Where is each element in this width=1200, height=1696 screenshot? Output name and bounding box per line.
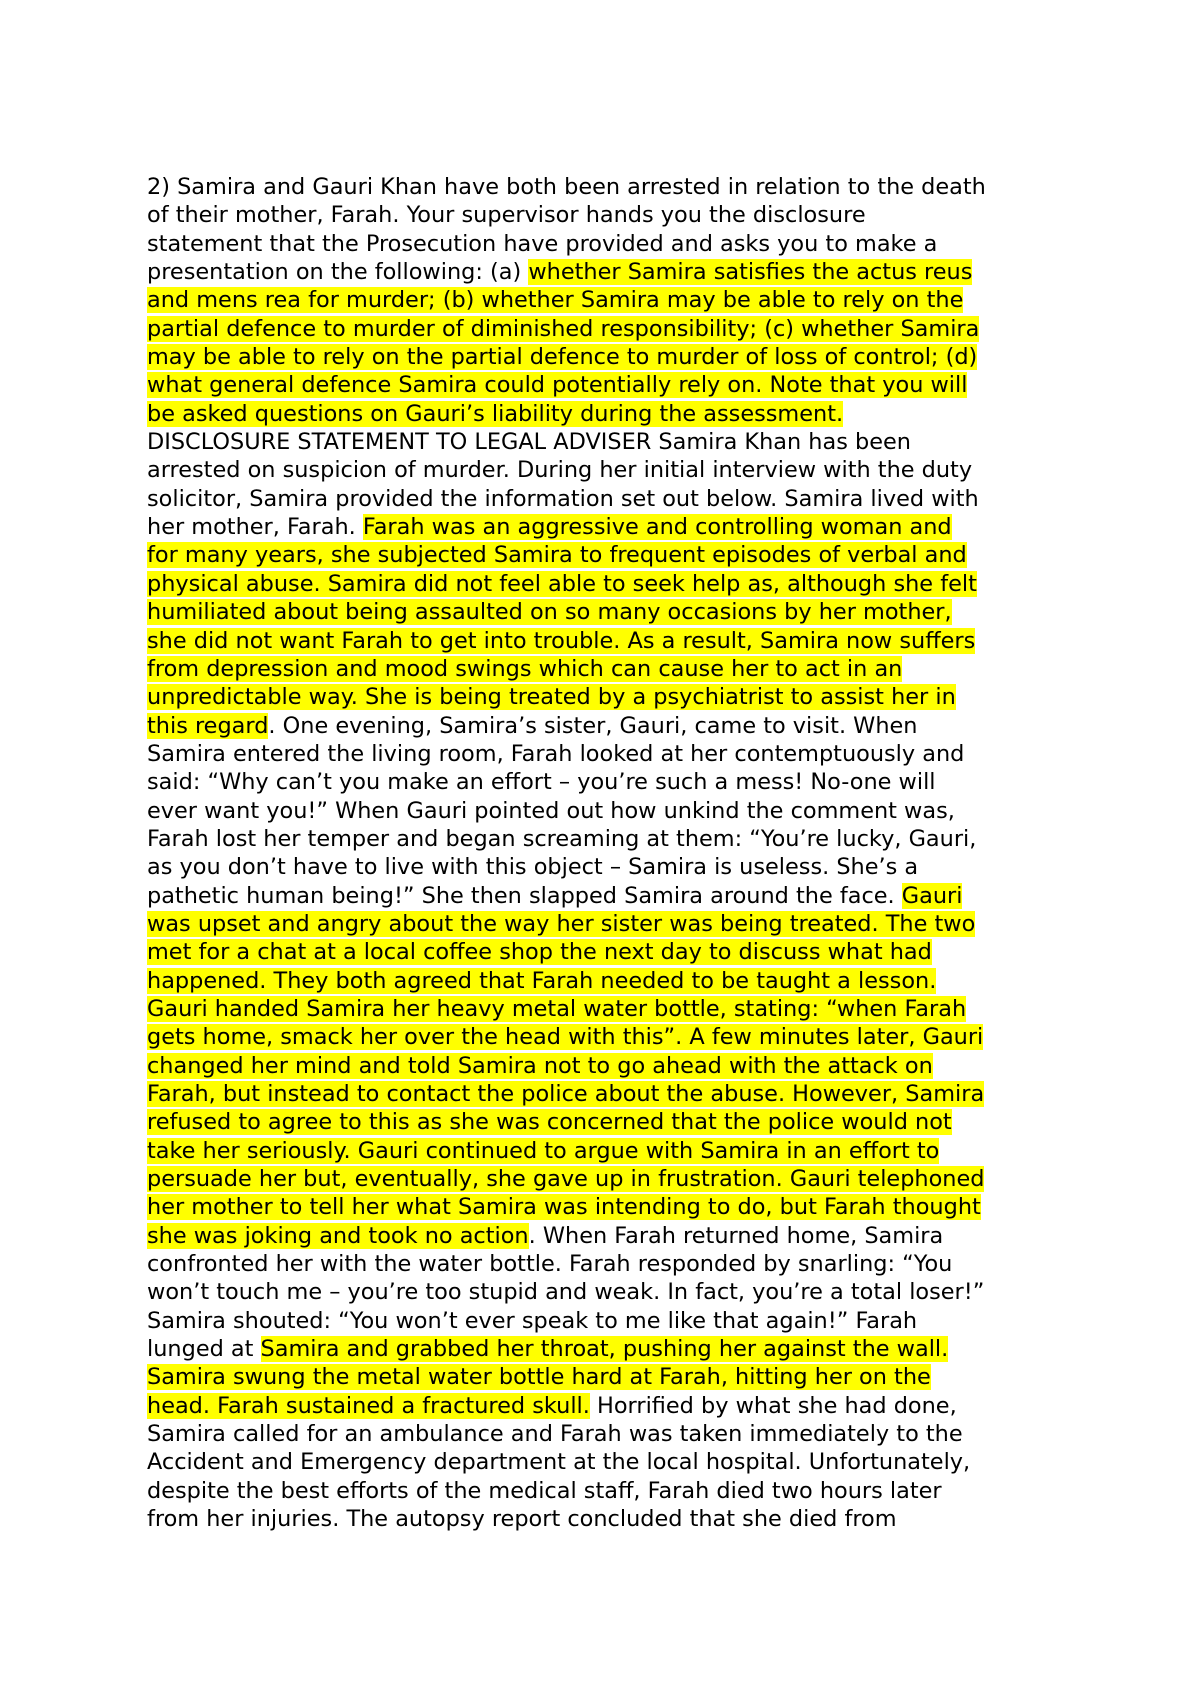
highlighted-text: may be able to rely on the partial defence to murder of loss of control; (d) (147, 344, 978, 371)
highlighted-text: for many years, she subjected Samira to frequent episodes of verbal and (147, 542, 967, 569)
plain-text: said: “Why can’t you make an effort – you’re such a mess! No-one will (147, 769, 936, 796)
highlighted-text: be asked questions on Gauri’s liability during the assessment. (147, 400, 844, 427)
text-line (147, 371, 1069, 399)
document-body-text (147, 173, 1069, 1534)
text-line (147, 428, 1069, 456)
text-line (147, 882, 1069, 910)
text-line (147, 995, 1069, 1023)
highlighted-text: she was joking and took no action (147, 1222, 529, 1249)
plain-text: her mother, Farah. (147, 514, 363, 541)
highlighted-text: Samira swung the metal water bottle hard at Farah, hitting her on the (147, 1364, 931, 1391)
plain-text: pathetic human being!” She then slapped Samira around the face. (147, 882, 902, 909)
plain-text: 2) Samira and Gauri Khan have both been arrested in relation to the death (147, 174, 986, 200)
highlighted-text: unpredictable way. She is being treated by a psychiatrist to assist her in (147, 684, 956, 711)
plain-text: won’t touch me – you’re too stupid and weak. In fact, you’re a total loser!” (147, 1279, 985, 1306)
highlighted-text: from depression and mood swings which can cause her to act in an (147, 655, 903, 682)
text-line (147, 343, 1069, 371)
plain-text: DISCLOSURE STATEMENT TO LEGAL ADVISER Samira Khan has been (147, 429, 911, 456)
plain-text: confronted her with the water bottle. Farah responded by snarling: “You (147, 1251, 953, 1278)
text-line (147, 712, 1069, 740)
text-line (147, 967, 1069, 995)
highlighted-text: persuade her but, eventually, she gave up in frustration. Gauri telephoned (147, 1166, 985, 1193)
highlighted-text: happened. They both agreed that Farah needed to be taught a lesson. (147, 967, 937, 994)
text-line (147, 1108, 1069, 1136)
text-line (147, 513, 1069, 541)
plain-text: Samira shouted: “You won’t ever speak to me like that again!” Farah (147, 1307, 918, 1334)
plain-text: Accident and Emergency department at the local hospital. Unfortunately, (147, 1449, 971, 1476)
highlighted-text: physical abuse. Samira did not feel able to seek help as, although she felt (147, 570, 977, 597)
text-line (147, 1505, 1069, 1533)
text-line (147, 1052, 1069, 1080)
highlighted-text: Farah, but instead to contact the police about the abuse. However, Samira (147, 1081, 985, 1107)
text-line (147, 1278, 1069, 1306)
text-line (147, 1137, 1069, 1165)
text-line (147, 1222, 1069, 1250)
text-line (147, 598, 1069, 626)
plain-text: Samira entered the living room, Farah looked at her contemptuously and (147, 740, 965, 767)
highlighted-text: humiliated about being assaulted on so many occasions by her mother, (147, 599, 952, 626)
highlighted-text: and mens rea for murder; (b) whether Samira may be able to rely on the (147, 287, 964, 314)
highlighted-text: gets home, smack her over the head with this”. A few minutes later, Gauri (147, 1024, 984, 1051)
text-line (147, 1363, 1069, 1391)
text-line (147, 1448, 1069, 1476)
text-line (147, 485, 1069, 513)
plain-text: presentation on the following: (a) (147, 259, 529, 286)
text-line (147, 655, 1069, 683)
text-line (147, 541, 1069, 569)
highlighted-text: Gauri (901, 882, 963, 909)
text-line (147, 1023, 1069, 1051)
plain-text: Samira called for an ambulance and Farah was taken immediately to the (147, 1421, 963, 1448)
highlighted-text: take her seriously. Gauri continued to argue with Samira in an effort to (147, 1137, 940, 1164)
text-line (147, 1193, 1069, 1221)
plain-text: as you don’t have to live with this object – Samira is useless. She’s a (147, 854, 919, 881)
text-line (147, 1477, 1069, 1505)
text-line (147, 938, 1069, 966)
plain-text: Horrified by what she had done, (589, 1392, 957, 1419)
highlighted-text: Gauri handed Samira her heavy metal water bottle, stating: “when Farah (147, 995, 967, 1022)
plain-text: lunged at (147, 1336, 261, 1363)
text-line (147, 286, 1069, 314)
text-line (147, 627, 1069, 655)
highlighted-text: partial defence to murder of diminished responsibility; (c) whether Samira (147, 315, 980, 342)
text-line (147, 456, 1069, 484)
text-line (147, 825, 1069, 853)
plain-text: solicitor, Samira provided the information set out below. Samira lived with (147, 485, 979, 512)
plain-text: despite the best efforts of the medical staff, Farah died two hours later (147, 1477, 942, 1504)
text-line (147, 1165, 1069, 1193)
text-line (147, 1080, 1069, 1108)
plain-text: . When Farah returned home, Samira (528, 1222, 944, 1249)
text-line (147, 1335, 1069, 1363)
text-line (147, 400, 1069, 428)
text-line (147, 173, 1069, 201)
text-line (147, 1392, 1069, 1420)
text-line (147, 1250, 1069, 1278)
highlighted-text: head. Farah sustained a fractured skull. (147, 1392, 590, 1419)
highlighted-text: refused to agree to this as she was concerned that the police would not (147, 1109, 952, 1136)
plain-text: from her injuries. The autopsy report concluded that she died from (147, 1506, 897, 1533)
highlighted-text: met for a chat at a local coffee shop the next day to discuss what had (147, 939, 932, 966)
highlighted-text: Farah was an aggressive and controlling woman and (362, 514, 952, 541)
plain-text: . One evening, Samira’s sister, Gauri, came to visit. When (268, 712, 918, 739)
plain-text: of their mother, Farah. Your supervisor hands you the disclosure (147, 202, 866, 229)
highlighted-text: what general defence Samira could potentially rely on. Note that you will (147, 372, 968, 399)
highlighted-text: was upset and angry about the way her sister was being treated. The two (147, 910, 976, 937)
text-line (147, 853, 1069, 881)
highlighted-text: her mother to tell her what Samira was intending to do, but Farah thought (147, 1194, 981, 1221)
highlighted-text: this regard (147, 712, 269, 739)
highlighted-text: she did not want Farah to get into trouble. As a result, Samira now suffers (147, 627, 976, 654)
plain-text: statement that the Prosecution have provided and asks you to make a (147, 230, 938, 257)
text-line (147, 258, 1069, 286)
text-line (147, 797, 1069, 825)
text-line (147, 570, 1069, 598)
text-line (147, 740, 1069, 768)
highlighted-text: whether Samira satisfies the actus reus (528, 259, 973, 286)
text-line (147, 1420, 1069, 1448)
plain-text: arrested on suspicion of murder. During her initial interview with the duty (147, 457, 973, 484)
text-line (147, 768, 1069, 796)
text-line (147, 315, 1069, 343)
plain-text: Farah lost her temper and began screaming at them: “You’re lucky, Gauri, (147, 825, 977, 852)
text-line (147, 683, 1069, 711)
plain-text: ever want you!” When Gauri pointed out how unkind the comment was, (147, 797, 955, 824)
highlighted-text: Samira and grabbed her throat, pushing her against the wall. (260, 1336, 949, 1363)
text-line (147, 201, 1069, 229)
text-line (147, 230, 1069, 258)
text-line (147, 910, 1069, 938)
highlighted-text: changed her mind and told Samira not to go ahead with the attack on (147, 1052, 933, 1079)
text-line (147, 1307, 1069, 1335)
